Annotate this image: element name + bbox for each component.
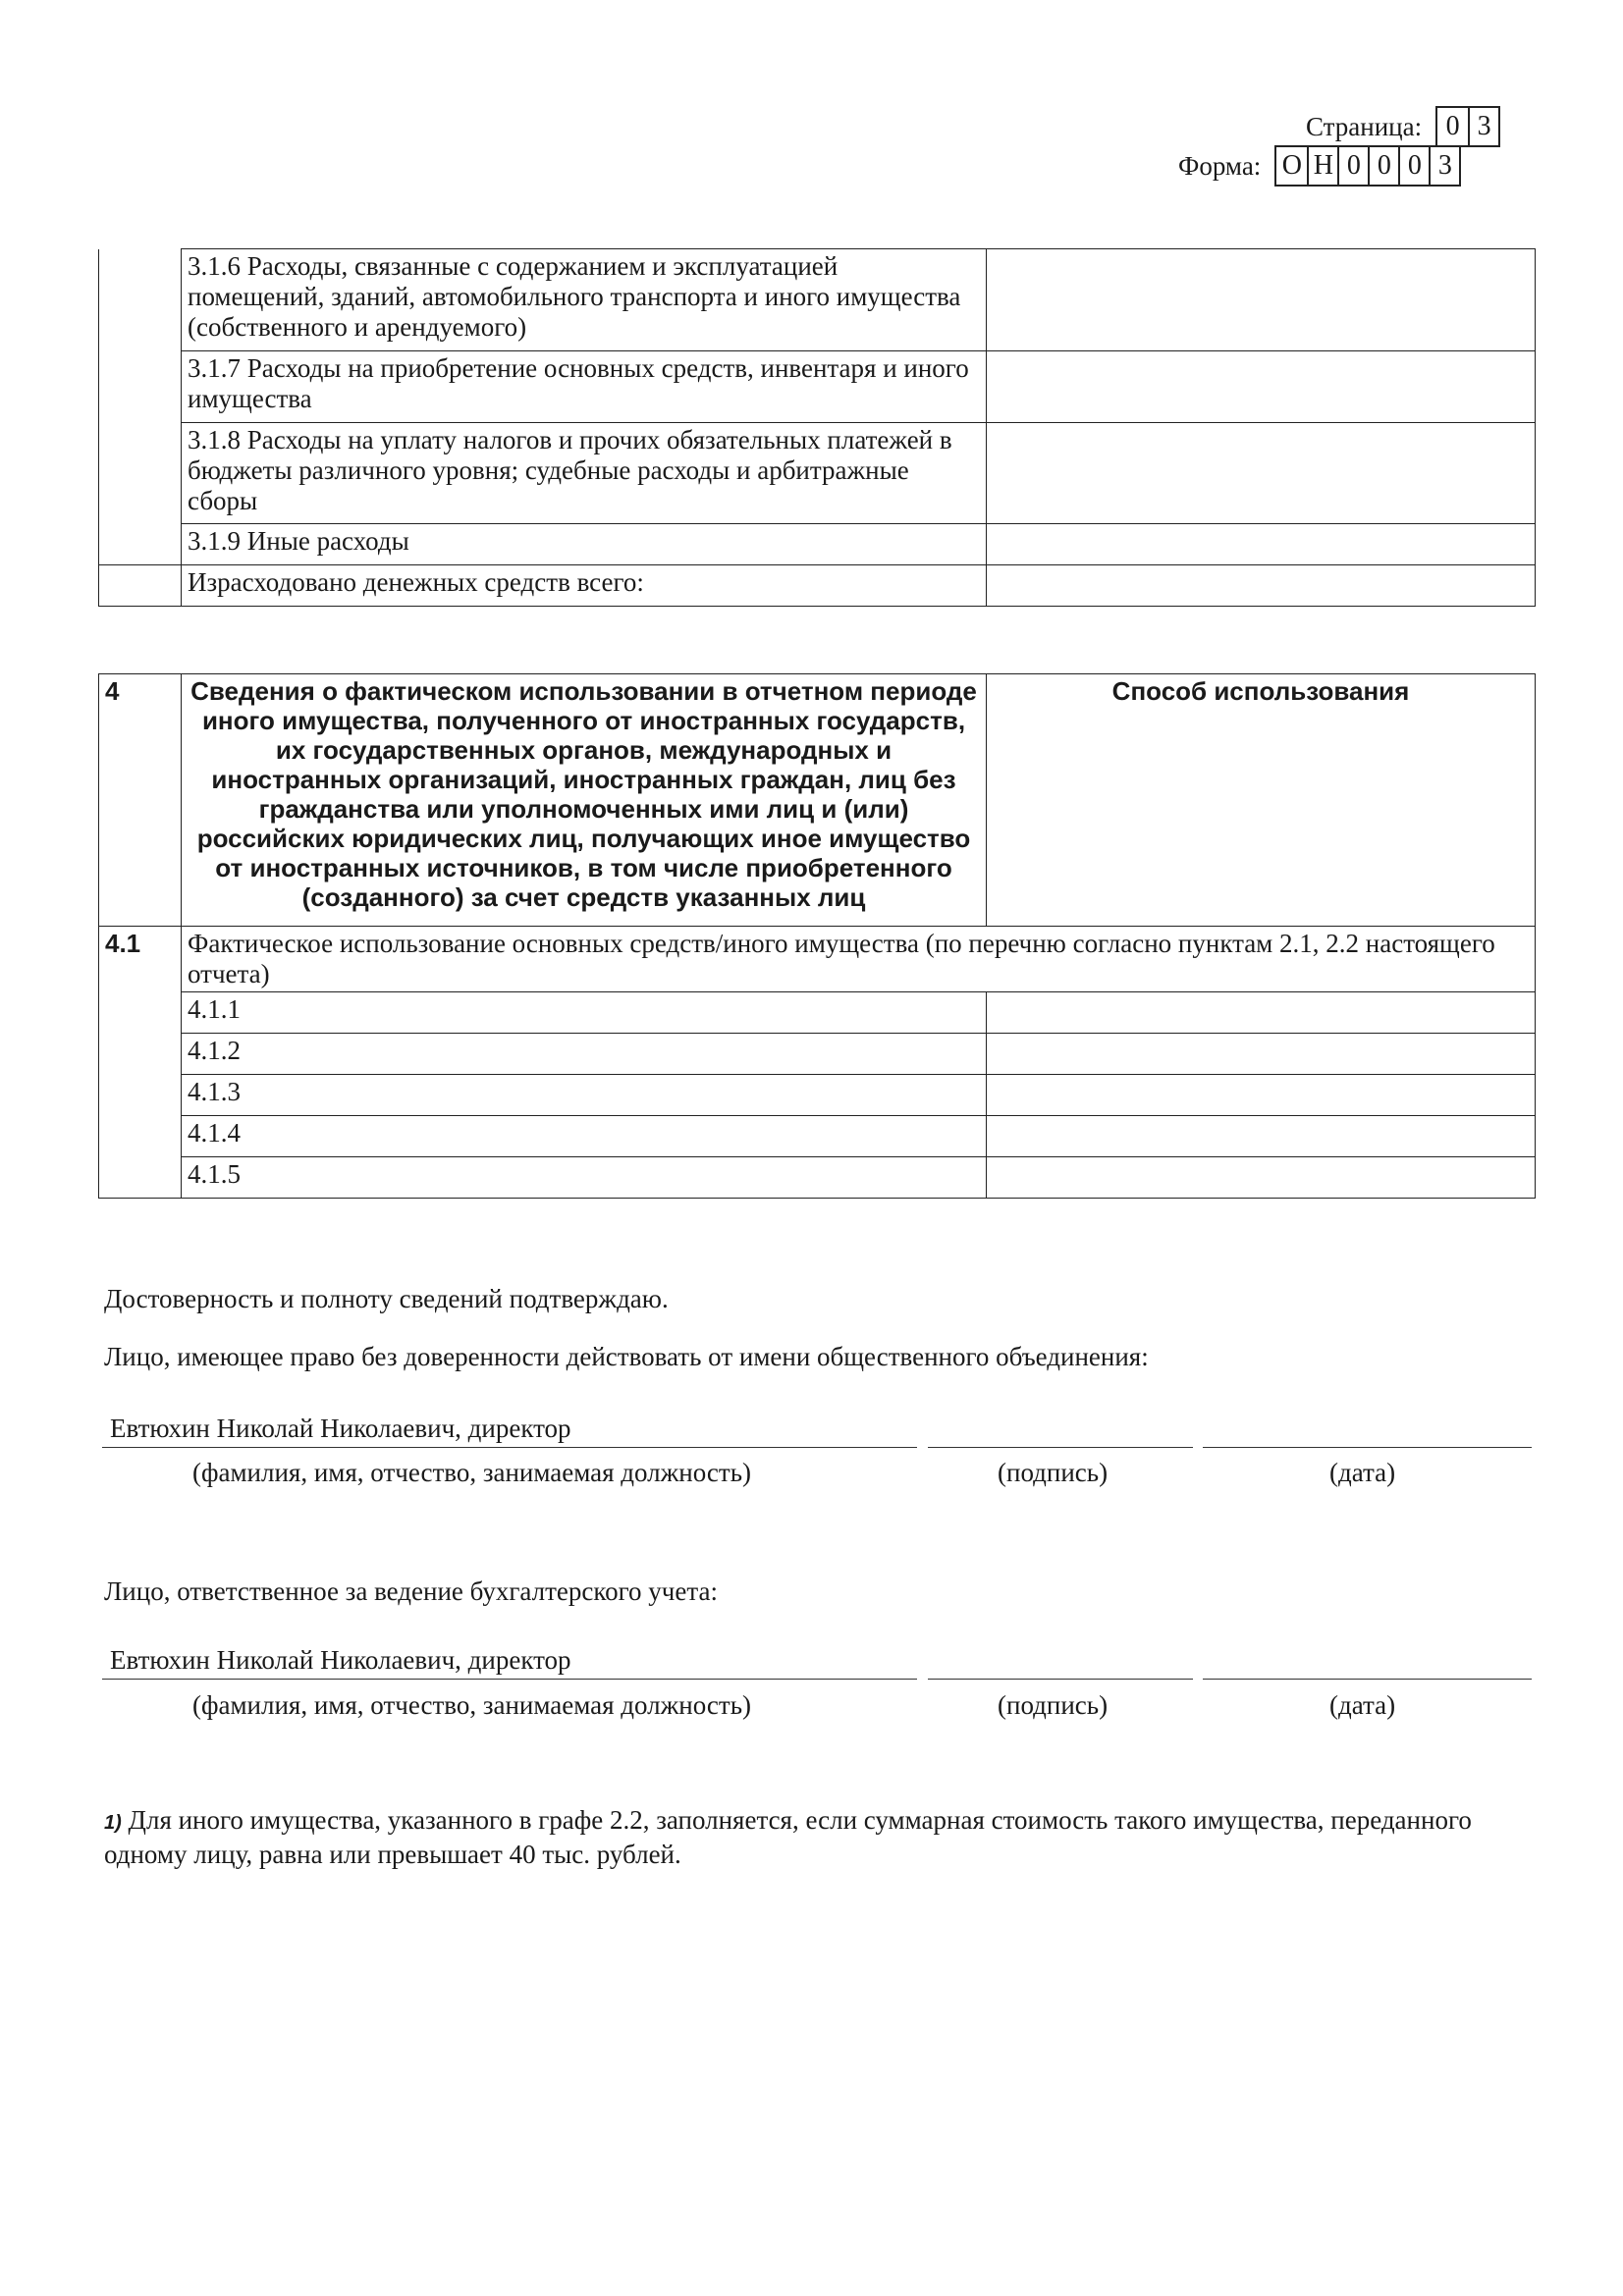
page-number-cells (1435, 106, 1500, 147)
form-code-cell: Н (1307, 147, 1337, 185)
row-number-cell (99, 992, 182, 1034)
row-value-cell[interactable] (987, 524, 1536, 565)
form-code-row (1178, 145, 1461, 187)
confirmation-text: Достоверность и полноту сведений подтверждаю. (104, 1284, 669, 1313)
total-label-cell: Израсходовано денежных средств всего: (182, 565, 987, 607)
footnote (104, 1804, 1538, 1870)
property-usage-table (98, 673, 1536, 1199)
name-caption: (фамилия, имя, отчество, занимаемая должность) (192, 1458, 752, 1487)
table-row (99, 1157, 1536, 1199)
form-code-cell: 0 (1368, 147, 1398, 185)
signature-line[interactable] (928, 1447, 1193, 1448)
item-label: 4.1.3 (182, 1075, 987, 1116)
name-line (102, 1679, 917, 1680)
item-value[interactable] (987, 1116, 1536, 1157)
form-code-cell: О (1281, 150, 1302, 181)
section-number: 4 (99, 674, 182, 927)
signature-line[interactable] (928, 1679, 1193, 1680)
table-row (99, 524, 1536, 565)
name-caption: (фамилия, имя, отчество, занимаемая должность) (192, 1690, 752, 1720)
date-caption: (дата) (1329, 1458, 1396, 1487)
row-text-cell: 3.1.9 Иные расходы (182, 524, 987, 565)
subsection-number: 4.1 (99, 927, 182, 992)
signature-caption: (подпись) (998, 1690, 1109, 1720)
item-label: 4.1.5 (182, 1157, 987, 1199)
form-code-cells (1274, 145, 1461, 187)
form-code-cell: 0 (1337, 147, 1368, 185)
row-text-cell: 3.1.6 Расходы, связанные с содержанием и эксплуатацией помещений, зданий, автомобильного транспорта и иного имущества (собственного и арендуемого) (182, 249, 987, 351)
section-title: Сведения о фактическом использовании в отчетном периоде иного имущества, полученного от иностранных государств, их государственных органов, международных и иностранных организаций, иностранных граждан, лиц без гражданства или уполномоченных ими лиц и (или) российских юридических лиц, получающих иное имущество от иностранных источников, в том числе приобретенного (созданного) за счет средств указанных лиц (182, 674, 987, 927)
item-value[interactable] (987, 992, 1536, 1034)
row-number-cell (99, 1075, 182, 1116)
row-value-cell[interactable] (987, 249, 1536, 351)
expenses-table (98, 248, 1536, 607)
item-value[interactable] (987, 1075, 1536, 1116)
page-digit-cell: 0 (1445, 111, 1460, 141)
accountant-name: Евтюхин Николай Николаевич, директор (110, 1645, 571, 1675)
footnote-mark: 1) (104, 1812, 122, 1834)
row-number-cell (99, 565, 182, 607)
subsection-row (99, 927, 1536, 992)
page-number-row (1306, 106, 1500, 147)
table-row (99, 1075, 1536, 1116)
total-row (99, 565, 1536, 607)
row-value-cell[interactable] (987, 423, 1536, 524)
table-row (99, 351, 1536, 423)
authorized-person-name: Евтюхин Николай Николаевич, директор (110, 1414, 571, 1443)
row-number-cell (99, 524, 182, 565)
subsection-text: Фактическое использование основных средств/иного имущества (по перечню согласно пунктам 2.1, 2.2 настоящего отчета) (182, 927, 1536, 992)
form-code-cell: 3 (1429, 147, 1459, 185)
item-label: 4.1.1 (182, 992, 987, 1034)
form-label: Форма: (1178, 150, 1262, 181)
row-value-cell[interactable] (987, 351, 1536, 423)
row-number-cell (99, 423, 182, 524)
usage-method-header: Способ использования (987, 674, 1536, 927)
date-line[interactable] (1203, 1679, 1532, 1680)
total-value-cell[interactable] (987, 565, 1536, 607)
date-line[interactable] (1203, 1447, 1532, 1448)
row-text-cell: 3.1.8 Расходы на уплату налогов и прочих обязательных платежей в бюджеты различного уровня; судебные расходы и арбитражные сборы (182, 423, 987, 524)
row-number-cell (99, 249, 182, 351)
table-row (99, 1034, 1536, 1075)
footnote-text: Для иного имущества, указанного в графе 2.2, заполняется, если суммарная стоимость такого имущества, переданного одному лицу, равна или превышает 40 тыс. рублей. (104, 1805, 1472, 1869)
table-row (99, 423, 1536, 524)
form-code-cell: 0 (1398, 147, 1429, 185)
table-row (99, 249, 1536, 351)
row-number-cell (99, 1034, 182, 1075)
table-row (99, 1116, 1536, 1157)
page-digit-cell: 3 (1468, 108, 1498, 145)
table-row (99, 992, 1536, 1034)
section-header-row (99, 674, 1536, 927)
row-number-cell (99, 1116, 182, 1157)
name-line (102, 1447, 917, 1448)
row-text-cell: 3.1.7 Расходы на приобретение основных средств, инвентаря и иного имущества (182, 351, 987, 423)
item-value[interactable] (987, 1157, 1536, 1199)
authorized-person-intro: Лицо, имеющее право без доверенности действовать от имени общественного объединения: (104, 1342, 1149, 1371)
item-label: 4.1.2 (182, 1034, 987, 1075)
row-number-cell (99, 1157, 182, 1199)
row-number-cell (99, 351, 182, 423)
item-value[interactable] (987, 1034, 1536, 1075)
item-label: 4.1.4 (182, 1116, 987, 1157)
accountant-intro: Лицо, ответственное за ведение бухгалтерского учета: (104, 1576, 718, 1606)
page-label: Страница: (1306, 111, 1423, 141)
signature-caption: (подпись) (998, 1458, 1109, 1487)
date-caption: (дата) (1329, 1690, 1396, 1720)
